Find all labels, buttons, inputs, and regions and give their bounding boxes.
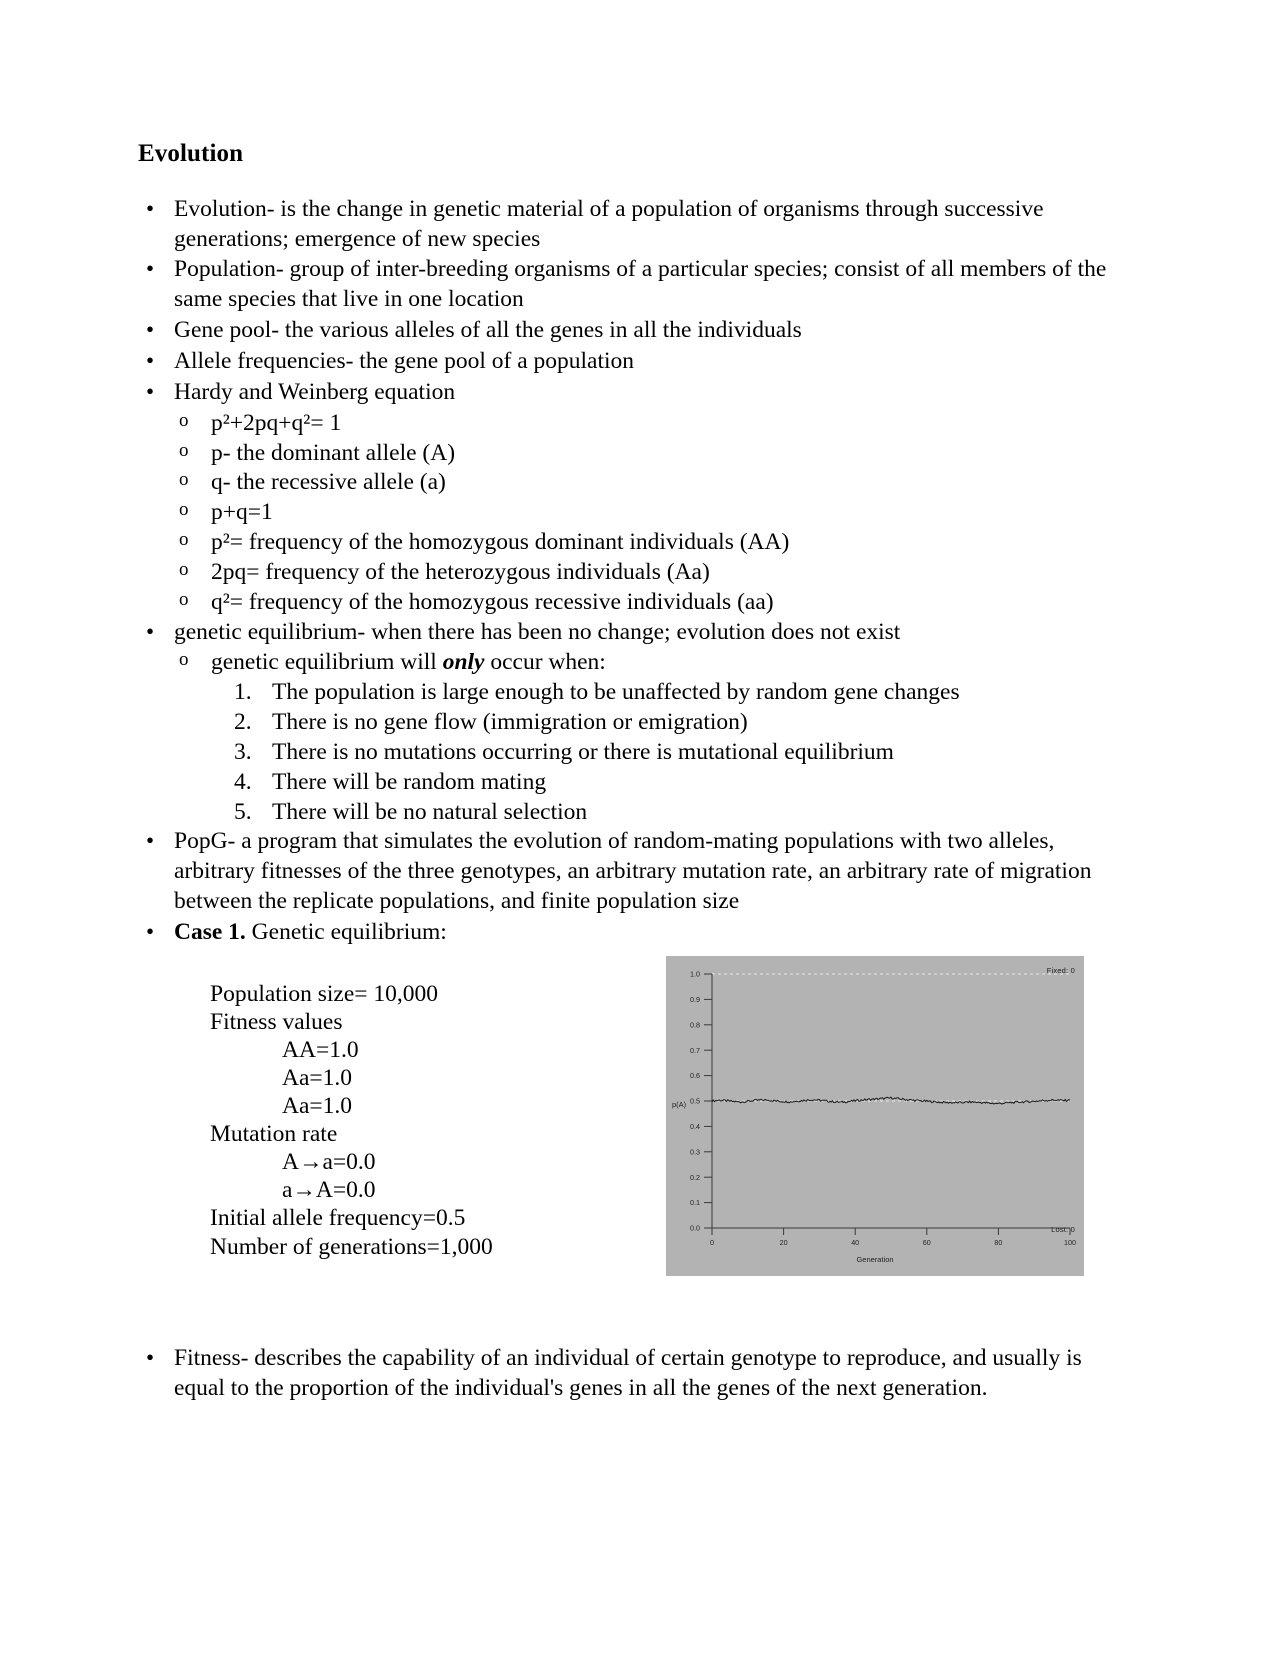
- param-line: A→a=0.0: [282, 1149, 376, 1176]
- case1-label-rest: Genetic equilibrium:: [245, 919, 447, 945]
- list-item: [230, 738, 1130, 768]
- bullet-text: • Evolution- is the change in genetic material of a population of organisms through successive generations; emergence of new species: [174, 195, 1044, 252]
- bullet-text: • Hardy and Weinberg equation: [174, 378, 456, 405]
- genetic-equilibrium-sublist: [138, 648, 1130, 678]
- sub-bullet-text: 2pq= frequency of the heterozygous individuals (Aa): [211, 558, 710, 585]
- param-line: a→A=0.0: [282, 1177, 376, 1204]
- param-line: Aa=1.0: [282, 1065, 353, 1092]
- chart-annotation-fixed: Fixed: 0: [1046, 965, 1075, 975]
- page-title: Evolution: [138, 140, 244, 167]
- bullet-text: Fitness- describes the capability of an individual of certain genotype to reproduce, and usually is equal to the proportion of the individual's genes in all the genes of the next generation.: [174, 1344, 1082, 1401]
- sub-bullet-text: p²= frequency of the homozygous dominant individuals (AA): [211, 529, 790, 556]
- svg-text:0.1: 0.1: [690, 1198, 700, 1208]
- list-item: [138, 1344, 1130, 1404]
- condition-text: The population is large enough to be unaffected by random gene changes: [272, 679, 960, 706]
- svg-text:0.5: 0.5: [690, 1096, 700, 1106]
- bullet-text: • Population- group of inter-breeding organisms of a particular species; consist of all members of the same species that live in one location: [174, 256, 1107, 313]
- list-item: [171, 498, 1130, 528]
- bullet-text: • Gene pool- the various alleles of all the genes in all the individuals: [174, 317, 802, 344]
- bullet-text: • PopG- a program that simulates the evolution of random-mating populations with two alleles, arbitrary fitnesses of the three genotypes, an arbitrary mutation rate, an arbitrary rate of migration between the replicate populations, and finite population size: [174, 828, 1092, 915]
- case1-block: [138, 965, 1130, 1304]
- svg-text:0.0: 0.0: [690, 1223, 700, 1233]
- condition-text: There will be random mating: [272, 768, 547, 795]
- param-line: Aa=1.0: [282, 1093, 353, 1120]
- bullet-text: • genetic equilibrium- when there has been no change; evolution does not exist: [174, 618, 901, 645]
- list-item: [138, 316, 1130, 346]
- list-item: [171, 588, 1130, 618]
- svg-text:0.7: 0.7: [690, 1045, 700, 1055]
- case1-label-bold: Case 1.: [174, 919, 246, 945]
- svg-text:0.4: 0.4: [690, 1121, 700, 1131]
- list-item: [230, 768, 1130, 798]
- case1-parameters: [210, 980, 680, 1261]
- sub-bullet-suffix: occur when:: [484, 649, 606, 676]
- condition-text: There is no mutations occurring or there is mutational equilibrium: [272, 738, 894, 765]
- sub-bullet-text: p+q=1: [211, 499, 273, 526]
- chart-y-axis-title: p(A): [672, 1099, 687, 1109]
- list-item: [138, 618, 1130, 648]
- fitness-bullet-list: [138, 1344, 1130, 1404]
- param-line: Fitness values: [210, 1008, 343, 1035]
- param-line: Initial allele frequency=0.5: [210, 1205, 466, 1232]
- chart-plot-area: [666, 956, 1084, 1276]
- list-item: [171, 528, 1130, 558]
- svg-text:0.2: 0.2: [690, 1172, 700, 1182]
- emphasis-only: only: [442, 649, 485, 676]
- list-item: [171, 468, 1130, 498]
- chart-annotation-lost: Lost: 0: [1051, 1224, 1075, 1234]
- param-line: Mutation rate: [210, 1121, 338, 1148]
- list-item: [230, 708, 1130, 738]
- svg-text:60: 60: [922, 1237, 931, 1247]
- case1-label: [174, 918, 1130, 948]
- condition-text: There is no gene flow (immigration or emigration): [272, 709, 748, 736]
- sub-bullet-prefix: genetic equilibrium will: [211, 649, 443, 676]
- param-line: AA=1.0: [282, 1037, 359, 1063]
- list-item: [138, 255, 1130, 315]
- equilibrium-conditions-list: [138, 678, 1130, 827]
- svg-text:40: 40: [851, 1237, 860, 1247]
- popg-simulation-chart: [666, 956, 1084, 1276]
- list-item: [138, 347, 1130, 377]
- svg-text:0.9: 0.9: [690, 994, 700, 1004]
- svg-text:0.6: 0.6: [690, 1071, 700, 1081]
- chart-x-axis-title: Generation: [856, 1254, 894, 1264]
- svg-text:0.3: 0.3: [690, 1147, 700, 1157]
- svg-text:0.8: 0.8: [690, 1020, 700, 1030]
- popg-bullet: [138, 827, 1130, 947]
- list-item: [230, 798, 1130, 828]
- sub-bullet-text: p²+2pq+q²= 1: [211, 409, 342, 436]
- sub-bullet-text: p- the dominant allele (A): [211, 439, 456, 466]
- list-item: [171, 648, 1130, 678]
- sub-bullet-text: q- the recessive allele (a): [211, 469, 446, 496]
- list-item-case1: [138, 918, 1130, 948]
- fitness-section: [138, 1344, 1130, 1404]
- svg-text:0: 0: [710, 1237, 714, 1247]
- svg-text:80: 80: [994, 1237, 1003, 1247]
- list-item: [171, 409, 1130, 439]
- list-item: [138, 378, 1130, 408]
- sub-bullet-text: q²= frequency of the homozygous recessive individuals (aa): [211, 588, 774, 615]
- svg-text:1.0: 1.0: [690, 969, 700, 979]
- svg-text:100: 100: [1064, 1237, 1076, 1247]
- main-bullet-list: [138, 195, 1130, 408]
- param-line: Number of generations=1,000: [210, 1233, 493, 1260]
- bullet-text: • Allele frequencies- the gene pool of a population: [174, 347, 635, 374]
- list-item: [138, 195, 1130, 255]
- list-item: [171, 439, 1130, 469]
- chart-svg: [666, 956, 1084, 1276]
- list-item: [230, 678, 1130, 708]
- param-line: Population size= 10,000: [210, 980, 439, 1007]
- condition-text: There will be no natural selection: [272, 798, 588, 825]
- list-item: [171, 558, 1130, 588]
- list-item: [138, 827, 1130, 917]
- genetic-equilibrium-bullet: [138, 618, 1130, 648]
- svg-text:20: 20: [779, 1237, 788, 1247]
- hardy-weinberg-sublist: [138, 409, 1130, 618]
